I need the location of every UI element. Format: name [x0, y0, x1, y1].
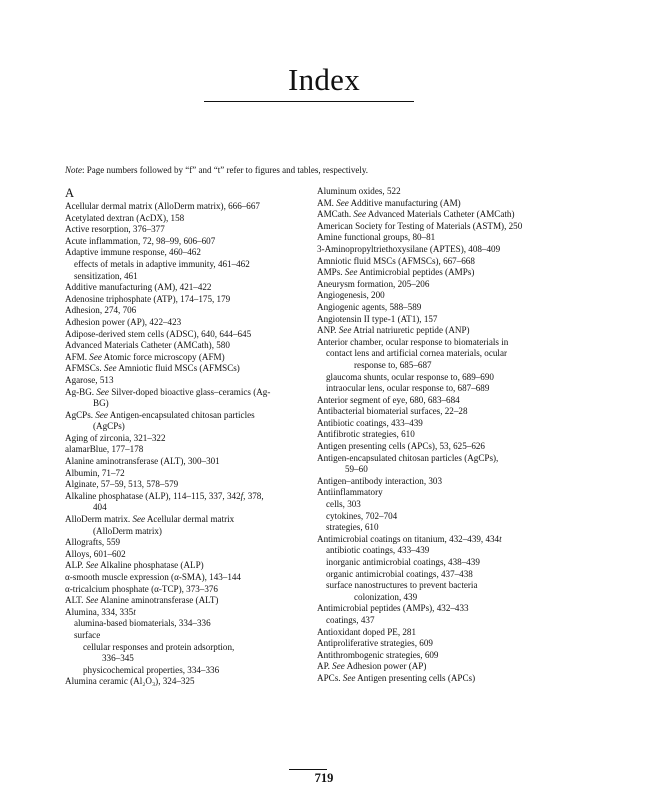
index-entry: Antiproliferative strategies, 609	[317, 638, 433, 649]
index-entry: ALT. See Alanine aminotransferase (ALT)	[65, 595, 219, 606]
title-underline	[204, 101, 414, 102]
index-entry: Acetylated dextran (AcDX), 158	[65, 212, 185, 223]
index-entry: cytokines, 702–704	[326, 510, 398, 521]
index-column-left	[65, 186, 305, 688]
index-entry: Alkaline phosphatase (ALP), 114–115, 337, 342f, 378,	[65, 490, 264, 501]
index-entry: Acellular dermal matrix (AlloDerm matrix), 666–667	[65, 201, 260, 211]
index-entry: surface	[74, 629, 101, 640]
index-entry: AP. See Adhesion power (AP)	[317, 661, 427, 672]
index-entry: Anterior segment of eye, 680, 683–684	[317, 394, 460, 405]
index-entry: organic antimicrobial coatings, 437–438	[326, 568, 473, 579]
index-entry: ANP. See Atrial natriuretic peptide (ANP)	[317, 325, 470, 336]
index-entry: APCs. See Antigen presenting cells (APCs)	[317, 672, 476, 683]
index-entry: Alumina ceramic (Al₂O₃), 324–325	[65, 676, 195, 687]
index-entry: Alginate, 57–59, 513, 578–579	[65, 479, 179, 490]
index-entry: Adipose-derived stem cells (ADSC), 640, 644–645	[65, 328, 252, 339]
index-entry: Albumin, 71–72	[65, 467, 125, 478]
index-entry: Angiotensin II type-1 (AT1), 157	[317, 313, 438, 324]
right-entries	[317, 186, 589, 685]
index-entry: sensitization, 461	[74, 270, 138, 281]
index-entry: AFM. See Atomic force microscopy (AFM)	[65, 351, 225, 362]
index-entry: (AlloDerm matrix)	[93, 525, 162, 536]
index-entry: Antiinflammatory	[317, 487, 383, 498]
index-entry: 404	[93, 502, 107, 513]
index-entry: Antibiotic coatings, 433–439	[317, 417, 423, 428]
index-entry: Alanine aminotransferase (ALT), 300–301	[65, 456, 220, 467]
note-text: : Page numbers followed by “f” and “t” refer to figures and tables, respectively.	[82, 165, 369, 175]
index-entry: effects of metals in adaptive immunity, 461–462	[74, 258, 250, 269]
index-entry: AMPs. See Antimicrobial peptides (AMPs)	[317, 267, 475, 278]
index-entry: Agarose, 513	[65, 374, 114, 385]
index-entry: Angiogenesis, 200	[317, 290, 385, 301]
index-entry: Amniotic fluid MSCs (AFMSCs), 667–668	[317, 255, 475, 266]
index-entry: Amine functional groups, 80–81	[317, 232, 436, 243]
index-entry: Aluminum oxides, 522	[317, 186, 401, 196]
index-entry: Antifibrotic strategies, 610	[317, 429, 415, 440]
index-entry: contact lens and artificial cornea materials, ocular	[326, 348, 508, 359]
note-label: Note	[65, 165, 82, 175]
left-entries	[65, 201, 305, 688]
index-entry: Aging of zirconia, 321–322	[65, 432, 166, 443]
index-entry: response to, 685–687	[354, 359, 432, 370]
index-entry: AMCath. See Advanced Materials Catheter (AMCath)	[317, 209, 515, 220]
index-entry: Advanced Materials Catheter (AMCath), 580	[65, 340, 230, 351]
index-entry: Antioxidant doped PE, 281	[317, 626, 417, 637]
index-entry: 59–60	[345, 464, 368, 475]
index-entry: BG)	[93, 398, 109, 409]
index-entry: Adaptive immune response, 460–462	[65, 247, 201, 258]
index-entry: Antibacterial biomaterial surfaces, 22–28	[317, 406, 468, 417]
index-entry: AlloDerm matrix. See Acellular dermal matrix	[65, 514, 235, 525]
index-entry: ALP. See Alkaline phosphatase (ALP)	[65, 560, 204, 571]
index-entry: Antigen-encapsulated chitosan particles (AgCPs),	[317, 452, 499, 463]
index-entry: glaucoma shunts, ocular response to, 689–690	[326, 371, 494, 382]
index-entry: inorganic antimicrobial coatings, 438–439	[326, 557, 480, 567]
index-entry: AgCPs. See Antigen-encapsulated chitosan particles	[65, 409, 255, 420]
index-entry: Acute inflammation, 72, 98–99, 606–607	[65, 235, 216, 246]
index-entry: Allografts, 559	[65, 537, 121, 548]
index-entry: intraocular lens, ocular response to, 687–689	[326, 383, 490, 394]
index-entry: cells, 303	[326, 499, 361, 510]
section-letter: A	[65, 186, 75, 200]
index-entry: AM. See Additive manufacturing (AM)	[317, 197, 461, 208]
index-entry: Additive manufacturing (AM), 421–422	[65, 282, 212, 293]
index-entry: 3-Aminopropyltriethoxysilane (APTES), 408–409	[317, 243, 501, 254]
page-title: Index	[287, 62, 361, 97]
index-entry: (AgCPs)	[93, 421, 125, 432]
index-entry: α-tricalcium phosphate (α-TCP), 373–376	[65, 583, 218, 594]
index-entry: Alloys, 601–602	[65, 548, 126, 559]
index-entry: Active resorption, 376–377	[65, 224, 165, 235]
index-entry: 336–345	[102, 653, 134, 664]
index-entry: Ag-BG. See Silver-doped bioactive glass–ceramics (Ag-	[65, 386, 271, 397]
index-entry: Aneurysm formation, 205–206	[317, 278, 430, 289]
index-entry: coatings, 437	[326, 614, 375, 625]
index-entry: Adhesion, 274, 706	[65, 305, 137, 316]
index-entry: Adenosine triphosphate (ATP), 174–175, 179	[65, 293, 231, 304]
index-entry: Adhesion power (AP), 422–423	[65, 316, 182, 327]
index-entry: American Society for Testing of Materials (ASTM), 250	[317, 220, 523, 231]
page-number: 719	[314, 771, 334, 785]
index-entry: Antigen–antibody interaction, 303	[317, 475, 443, 486]
index-entry: strategies, 610	[326, 522, 379, 533]
index-entry: Antimicrobial peptides (AMPs), 432–433	[317, 603, 469, 614]
index-entry: Antigen presenting cells (APCs), 53, 625–626	[317, 441, 485, 452]
index-entry: Alumina, 334, 335t	[65, 606, 136, 617]
index-column-right	[317, 186, 589, 685]
index-note	[65, 164, 368, 176]
index-entry: surface nanostructures to prevent bacteria	[326, 580, 478, 591]
index-entry: Angiogenic agents, 588–589	[317, 301, 422, 312]
index-entry: physicochemical properties, 334–336	[83, 664, 220, 675]
index-entry: Antithrombogenic strategies, 609	[317, 649, 439, 660]
index-entry: AFMSCs. See Amniotic fluid MSCs (AFMSCs)	[65, 363, 240, 374]
index-entry: colonization, 439	[354, 591, 418, 602]
index-entry: alumina-based biomaterials, 334–336	[74, 618, 211, 629]
page-number-rule	[289, 769, 327, 770]
index-entry: Anterior chamber, ocular response to biomaterials in	[317, 336, 509, 347]
index-entry: alamarBlue, 177–178	[65, 444, 144, 455]
index-entry: α-smooth muscle expression (α-SMA), 143–144	[65, 572, 241, 582]
index-entry: cellular responses and protein adsorption,	[83, 641, 235, 652]
index-entry: antibiotic coatings, 433–439	[326, 545, 430, 556]
index-entry: Antimicrobial coatings on titanium, 432–439, 434t	[317, 533, 502, 544]
